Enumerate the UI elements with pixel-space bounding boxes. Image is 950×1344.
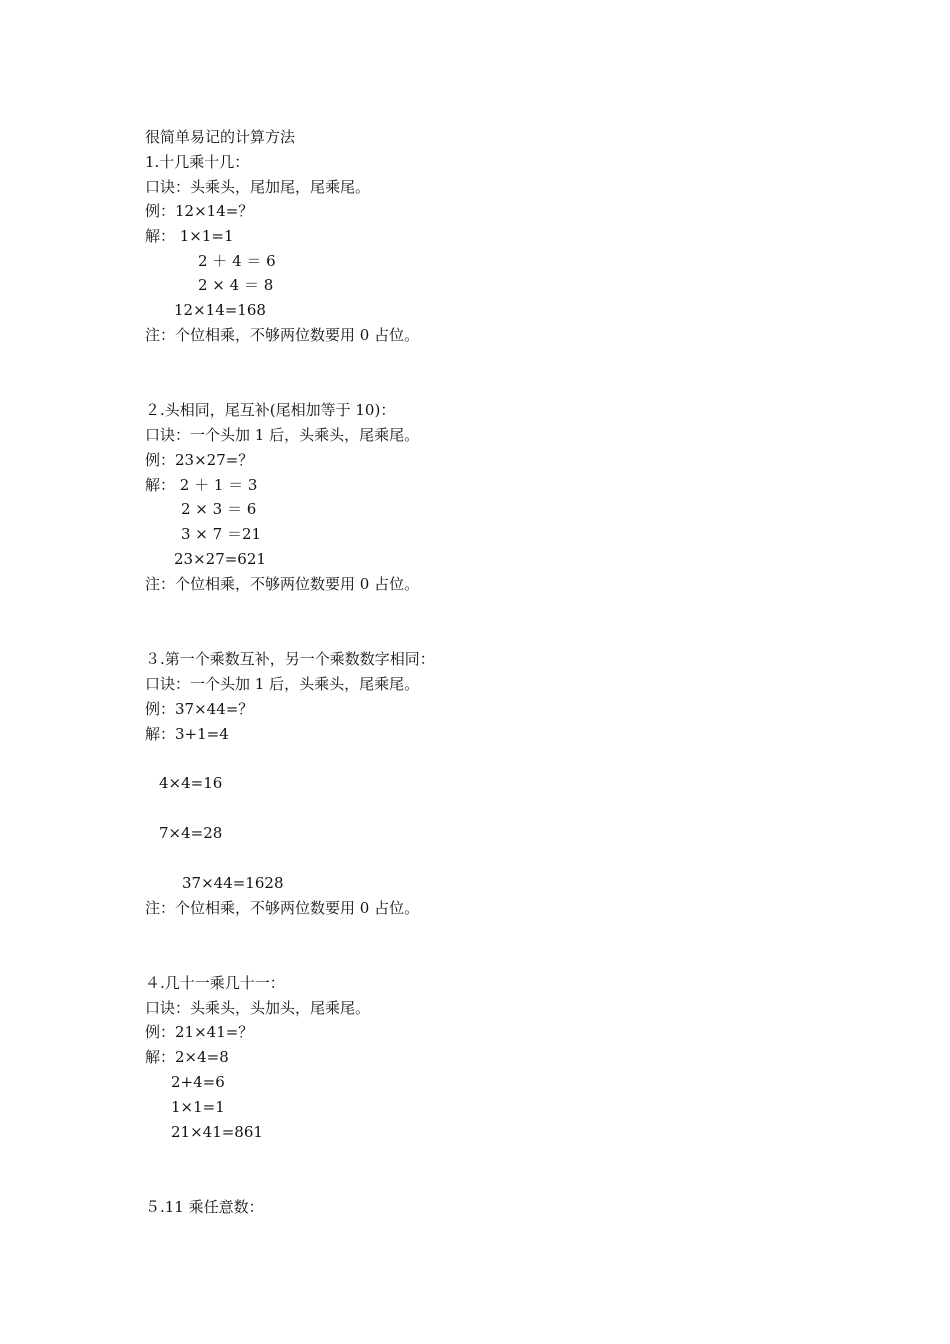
section-2-solution-line-1: 解： 2 ＋ 1 ＝ 3: [145, 476, 258, 494]
section-1-solution-line-2: 2 ＋ 4 ＝ 6: [198, 252, 276, 270]
section-3-result: 37×44=1628: [182, 874, 284, 892]
section-3-example: 例：37×44=？: [145, 700, 254, 718]
section-2-solution-line-2: 2 × 3 ＝ 6: [181, 500, 257, 518]
section-1-note: 注：个位相乘，不够两位数要用 0 占位。: [145, 326, 420, 344]
section-5-heading: ５.11 乘任意数：: [145, 1198, 264, 1216]
section-4-heading: ４.几十一乘几十一：: [145, 974, 285, 992]
section-1-heading: 1.十几乘十几：: [145, 153, 250, 171]
section-3-heading: ３.第一个乘数互补，另一个乘数数字相同：: [145, 650, 435, 668]
doc-title: 很简单易记的计算方法: [145, 128, 296, 146]
section-4-solution-line-2: 2+4=6: [171, 1073, 225, 1091]
section-1-rhyme: 口诀：头乘头，尾加尾，尾乘尾。: [145, 178, 371, 196]
section-1-result: 12×14=168: [174, 301, 266, 319]
section-3-rhyme: 口诀：一个头加 1 后，头乘头，尾乘尾。: [145, 675, 420, 693]
section-4-result: 21×41=861: [171, 1123, 263, 1141]
section-3-solution-line-2: 4×4=16: [159, 774, 223, 792]
section-4-solution-line-3: 1×1=1: [171, 1098, 225, 1116]
section-3-note: 注：个位相乘，不够两位数要用 0 占位。: [145, 899, 420, 917]
section-4-rhyme: 口诀：头乘头，头加头，尾乘尾。: [145, 999, 371, 1017]
section-4-example: 例：21×41=？: [145, 1023, 254, 1041]
section-1-solution-line-1: 解： 1×1=1: [145, 227, 234, 245]
section-3-solution-line-3: 7×4=28: [159, 824, 223, 842]
section-1-solution-line-3: 2 × 4 ＝ 8: [198, 276, 274, 294]
section-2-note: 注：个位相乘，不够两位数要用 0 占位。: [145, 575, 420, 593]
section-4-solution-line-1: 解：2×4=8: [145, 1048, 229, 1066]
section-2-rhyme: 口诀：一个头加 1 后，头乘头，尾乘尾。: [145, 426, 420, 444]
section-2-result: 23×27=621: [174, 550, 266, 568]
section-1-example: 例：12×14=？: [145, 202, 254, 220]
section-2-solution-line-3: 3 × 7 ＝21: [181, 525, 262, 543]
section-2-heading: ２.头相同，尾互补(尾相加等于 10)：: [145, 401, 396, 419]
section-2-example: 例：23×27=？: [145, 451, 254, 469]
section-3-solution-line-1: 解：3+1=4: [145, 725, 229, 743]
